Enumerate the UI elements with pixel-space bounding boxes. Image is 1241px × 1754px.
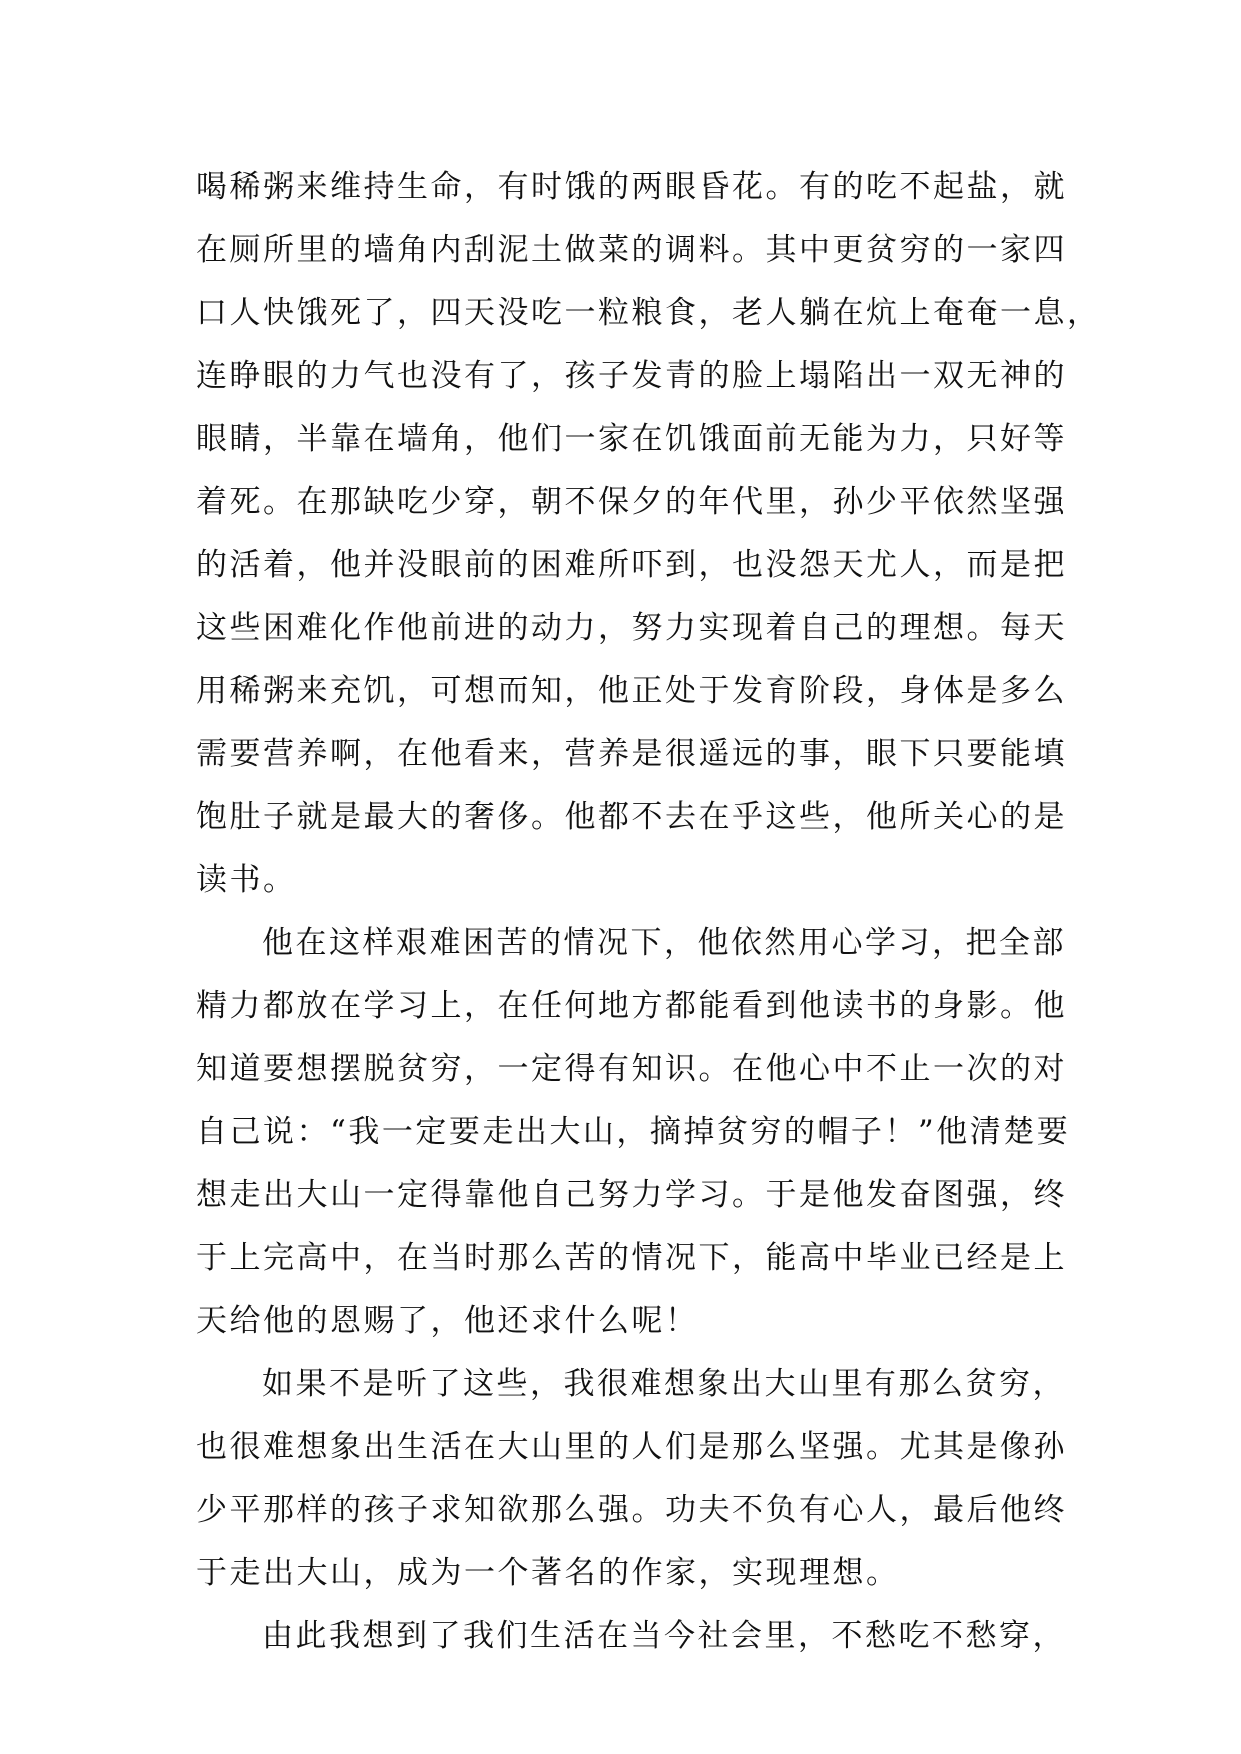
paragraph-first-line: 由此我想到了我们生活在当今社会里，不愁吃不愁穿， xyxy=(262,1618,1066,1654)
text-line: 也很难想象出生活在大山里的人们是那么坚强。尤其是像孙 xyxy=(196,1429,1067,1465)
text-line: 精力都放在学习上，在任何地方都能看到他读书的身影。他 xyxy=(196,988,1067,1024)
text-line: 读书。 xyxy=(196,862,297,898)
document-body xyxy=(196,156,1101,1668)
text-line: 用稀粥来充饥，可想而知，他正处于发育阶段，身体是多么 xyxy=(196,673,1067,709)
text-line: 想走出大山一定得靠他自己努力学习。于是他发奋图强，终 xyxy=(196,1177,1067,1213)
text-line: 少平那样的孩子求知欲那么强。功夫不负有心人，最后他终 xyxy=(196,1492,1067,1528)
text-line: 于上完高中，在当时那么苦的情况下，能高中毕业已经是上 xyxy=(196,1240,1067,1276)
text-line: 这些困难化作他前进的动力，努力实现着自己的理想。每天 xyxy=(196,610,1067,646)
text-line: 知道要想摆脱贫穷，一定得有知识。在他心中不止一次的对 xyxy=(196,1051,1067,1087)
text-line: 喝稀粥来维持生命，有时饿的两眼昏花。有的吃不起盐，就 xyxy=(196,169,1067,205)
text-line: 的活着，他并没眼前的困难所吓到，也没怨天尤人，而是把 xyxy=(196,547,1067,583)
paragraph-first-line: 如果不是听了这些，我很难想象出大山里有那么贫穷， xyxy=(262,1366,1066,1402)
text-line: 于走出大山，成为一个著名的作家，实现理想。 xyxy=(196,1555,900,1591)
text-line: 连睁眼的力气也没有了，孩子发青的脸上塌陷出一双无神的 xyxy=(196,358,1067,394)
paragraph-first-line: 他在这样艰难困苦的情况下，他依然用心学习，把全部 xyxy=(262,925,1066,961)
text-line: 天给他的恩赐了，他还求什么呢！ xyxy=(196,1303,699,1339)
text-line: 自己说：“我一定要走出大山，摘掉贫穷的帽子！”他清楚要 xyxy=(196,1114,1071,1150)
text-line: 口人快饿死了，四天没吃一粒粮食，老人躺在炕上奄奄一息， xyxy=(196,295,1101,331)
text-line: 需要营养啊，在他看来，营养是很遥远的事，眼下只要能填 xyxy=(196,736,1067,772)
text-line: 饱肚子就是最大的奢侈。他都不去在乎这些，他所关心的是 xyxy=(196,799,1067,835)
text-line: 眼睛，半靠在墙角，他们一家在饥饿面前无能为力，只好等 xyxy=(196,421,1067,457)
text-line: 着死。在那缺吃少穿，朝不保夕的年代里，孙少平依然坚强 xyxy=(196,484,1067,520)
text-line: 在厕所里的墙角内刮泥土做菜的调料。其中更贫穷的一家四 xyxy=(196,232,1067,268)
